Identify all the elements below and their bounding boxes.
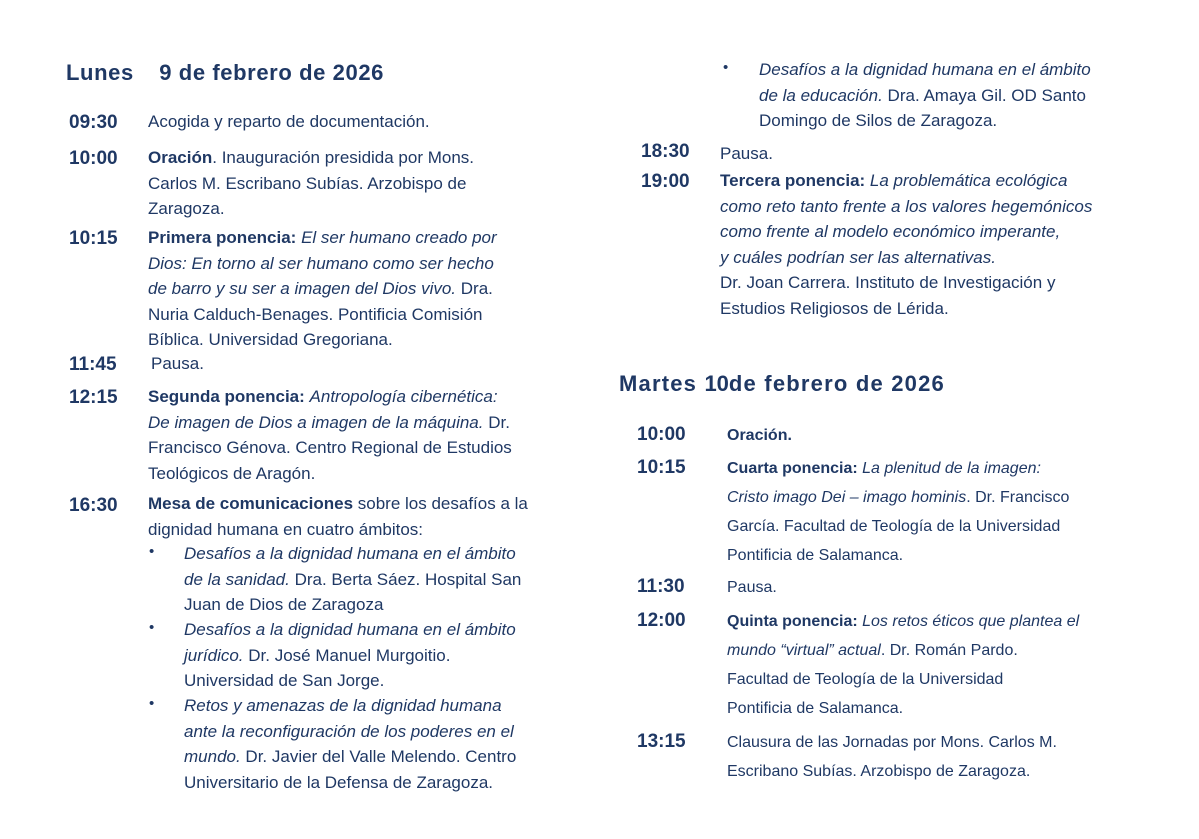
- text-line: [720, 296, 1092, 322]
- entry-1000: [148, 145, 474, 222]
- text-line: [148, 302, 497, 328]
- time-1630: 16:30: [69, 495, 118, 516]
- text-line: [184, 719, 516, 745]
- italic-text: Desafíos a la dignidad humana en el ámbito: [184, 544, 516, 563]
- bold-text: Primera ponencia:: [148, 228, 302, 247]
- bold-text: Tercera ponencia:: [720, 171, 870, 190]
- time-1900: 19:00: [641, 171, 690, 192]
- text-line: [184, 693, 516, 719]
- entry-1830: [720, 141, 773, 167]
- entry-1145: [151, 351, 204, 377]
- plain-text: . Inauguración presidida por Mons.: [212, 148, 475, 167]
- text-line: [184, 617, 516, 643]
- italic-text: de barro y su ser a imagen del Dios vivo.: [148, 279, 457, 298]
- italic-text: Dios: En torno al ser humano como ser hecho: [148, 253, 494, 273]
- italic-text: Desafíos a la dignidad humana en el ámbito: [184, 620, 516, 639]
- text-line: [148, 225, 497, 251]
- bold-text: Quinta ponencia:: [727, 613, 863, 630]
- plain-text: Dr.: [483, 412, 510, 432]
- italic-text: La plenitud de la imagen:: [862, 460, 1041, 477]
- plain-text: Teológicos de Aragón.: [148, 463, 316, 483]
- bullet-item-educacion: [759, 57, 1091, 134]
- text-line: [727, 483, 1069, 512]
- time-tue-1015: 10:15: [637, 457, 686, 478]
- text-line: [720, 141, 773, 167]
- text-line: [148, 196, 474, 222]
- entry-tue-1000: [727, 421, 792, 450]
- plain-text: Pausa.: [151, 354, 204, 373]
- italic-text: de la educación.: [759, 85, 883, 105]
- entry-tue-1015: [727, 454, 1069, 570]
- plain-text: Pausa.: [720, 144, 773, 163]
- bold-text: Cuarta ponencia:: [727, 460, 863, 477]
- italic-text: jurídico.: [184, 645, 244, 665]
- plain-text: Dra. Berta Sáez. Hospital San: [289, 569, 522, 589]
- text-line: [720, 194, 1092, 220]
- text-line: [727, 694, 1079, 723]
- tuesday-date-rest: de febrero de 2026: [728, 371, 945, 396]
- plain-text: Pontificia de Salamanca.: [727, 547, 904, 564]
- bullet-item-sanidad: [184, 541, 521, 618]
- plain-text: Universidad de San Jorge.: [184, 671, 385, 690]
- bullet-icon: •: [723, 59, 729, 76]
- text-line: [759, 108, 1091, 134]
- italic-text: El ser humano creado por: [301, 228, 497, 247]
- plain-text: Dr. Joan Carrera. Instituto de Investigación y: [720, 273, 1056, 292]
- text-line: [184, 592, 521, 618]
- entry-1015: [148, 225, 497, 353]
- plain-text: dignidad humana en cuatro ámbitos:: [148, 519, 424, 539]
- bullet-icon: •: [149, 543, 155, 560]
- plain-text: sobre los desafíos a la: [353, 494, 528, 513]
- text-line: [727, 728, 1057, 757]
- bold-text: Oración.: [727, 427, 792, 444]
- text-line: [184, 744, 516, 770]
- plain-text: Pontificia de Salamanca.: [727, 700, 904, 717]
- text-line: [720, 245, 1092, 271]
- italic-text: como frente al modelo económico imperante,: [720, 222, 1061, 241]
- entry-tue-1130: [727, 573, 777, 602]
- text-line: [184, 770, 516, 796]
- time-1015: 10:15: [69, 228, 118, 249]
- time-tue-1200: 12:00: [637, 610, 686, 631]
- bullet-icon: •: [149, 695, 155, 712]
- text-line: [184, 668, 516, 694]
- text-line: [148, 517, 528, 543]
- text-line: [151, 351, 204, 377]
- plain-text: Zaragoza.: [148, 199, 225, 218]
- plain-text: Francisco Génova. Centro Regional de Estudios: [148, 438, 512, 457]
- italic-text: La problemática ecológica: [869, 171, 1068, 190]
- tuesday-date-number: 10: [704, 371, 729, 396]
- plain-text: Dra.: [456, 279, 493, 298]
- text-line: [148, 435, 512, 461]
- bullet-icon: •: [149, 619, 155, 636]
- plain-text: Estudios Religiosos de Lérida.: [720, 298, 949, 318]
- plain-text: Domingo de Silos de Zaragoza.: [759, 111, 998, 130]
- text-line: [184, 643, 516, 669]
- italic-text: Desafíos a la dignidad humana en el ámbito: [759, 60, 1091, 79]
- bullet-item-juridico: [184, 617, 516, 694]
- plain-text: Pausa.: [727, 579, 777, 596]
- text-line: [727, 421, 792, 450]
- time-1215: 12:15: [69, 387, 118, 408]
- plain-text: Dr. José Manuel Murgoitio.: [243, 645, 451, 665]
- plain-text: Clausura de las Jornadas por Mons. Carlos M.: [727, 734, 1057, 751]
- text-line: [727, 636, 1079, 665]
- text-line: [148, 109, 430, 135]
- text-line: [727, 541, 1069, 570]
- italic-text: mundo “virtual” actual: [727, 642, 881, 659]
- text-line: [727, 454, 1069, 483]
- plain-text: Dra. Amaya Gil. OD Santo: [882, 85, 1086, 105]
- monday-heading: [66, 60, 384, 86]
- text-line: [720, 270, 1092, 296]
- text-line: [184, 541, 521, 567]
- bold-text: Mesa de comunicaciones: [148, 494, 354, 513]
- italic-text: y cuáles podrían ser las alternativas.: [720, 247, 996, 267]
- text-line: [727, 665, 1079, 694]
- entry-1630: [148, 491, 528, 542]
- italic-text: Cristo imago Dei – imago hominis: [727, 489, 967, 506]
- entry-1900: [720, 168, 1092, 321]
- italic-text: Retos y amenazas de la dignidad humana: [184, 696, 502, 715]
- monday-date: 9 de febrero de 2026: [159, 60, 385, 85]
- time-0930: 09:30: [69, 112, 118, 133]
- plain-text: . Dr. Román Pardo.: [880, 642, 1018, 659]
- plain-text: Carlos M. Escribano Subías. Arzobispo de: [148, 173, 467, 193]
- plain-text: Bíblica. Universidad Gregoriana.: [148, 330, 393, 349]
- text-line: [148, 410, 512, 436]
- text-line: [727, 607, 1079, 636]
- plain-text: Juan de Dios de Zaragoza: [184, 595, 384, 614]
- plain-text: . Dr. Francisco: [966, 489, 1070, 506]
- time-1000: 10:00: [69, 148, 118, 169]
- plain-text: Escribano Subías. Arzobispo de Zaragoza.: [727, 763, 1031, 780]
- text-line: [148, 384, 512, 410]
- plain-text: García. Facultad de Teología de la Universidad: [727, 518, 1061, 535]
- entry-1215: [148, 384, 512, 486]
- plain-text: Facultad de Teología de la Universidad: [727, 671, 1004, 688]
- bold-text: Segunda ponencia:: [148, 387, 310, 406]
- italic-text: mundo.: [184, 747, 241, 766]
- text-line: [720, 168, 1092, 194]
- tuesday-heading: [619, 371, 945, 397]
- plain-text: Nuria Calduch-Benages. Pontificia Comisión: [148, 304, 483, 324]
- bullet-item-poderes: [184, 693, 516, 795]
- entry-tue-1200: [727, 607, 1079, 723]
- text-line: [759, 57, 1091, 83]
- text-line: [759, 83, 1091, 109]
- italic-text: Antropología cibernética:: [309, 387, 498, 406]
- italic-text: De imagen de Dios a imagen de la máquina.: [148, 412, 484, 432]
- time-tue-1130: 11:30: [637, 576, 685, 597]
- bold-text: Oración: [148, 148, 213, 167]
- plain-text: Universitario de la Defensa de Zaragoza.: [184, 772, 493, 792]
- time-tue-1315: 13:15: [637, 731, 686, 752]
- italic-text: Los retos éticos que plantea el: [862, 613, 1080, 630]
- tuesday-day-label: Martes: [619, 371, 698, 396]
- entry-0930: [148, 109, 430, 135]
- text-line: [184, 567, 521, 593]
- text-line: [148, 491, 528, 517]
- time-1830: 18:30: [641, 141, 690, 162]
- text-line: [727, 512, 1069, 541]
- plain-text: Dr. Javier del Valle Melendo. Centro: [240, 747, 517, 766]
- text-line: [148, 145, 474, 171]
- time-1145: 11:45: [69, 354, 117, 375]
- time-tue-1000: 10:00: [637, 424, 686, 445]
- plain-text: Acogida y reparto de documentación.: [148, 112, 430, 131]
- text-line: [148, 461, 512, 487]
- text-line: [148, 327, 497, 353]
- italic-text: como reto tanto frente a los valores hegemónicos: [720, 196, 1093, 216]
- text-line: [720, 219, 1092, 245]
- monday-day-label: Lunes: [66, 60, 134, 85]
- entry-tue-1315: [727, 728, 1057, 786]
- text-line: [727, 757, 1057, 786]
- italic-text: ante la reconfiguración de los poderes en el: [184, 721, 514, 741]
- text-line: [148, 171, 474, 197]
- italic-text: de la sanidad.: [184, 569, 290, 589]
- text-line: [148, 251, 497, 277]
- text-line: [727, 573, 777, 602]
- text-line: [148, 276, 497, 302]
